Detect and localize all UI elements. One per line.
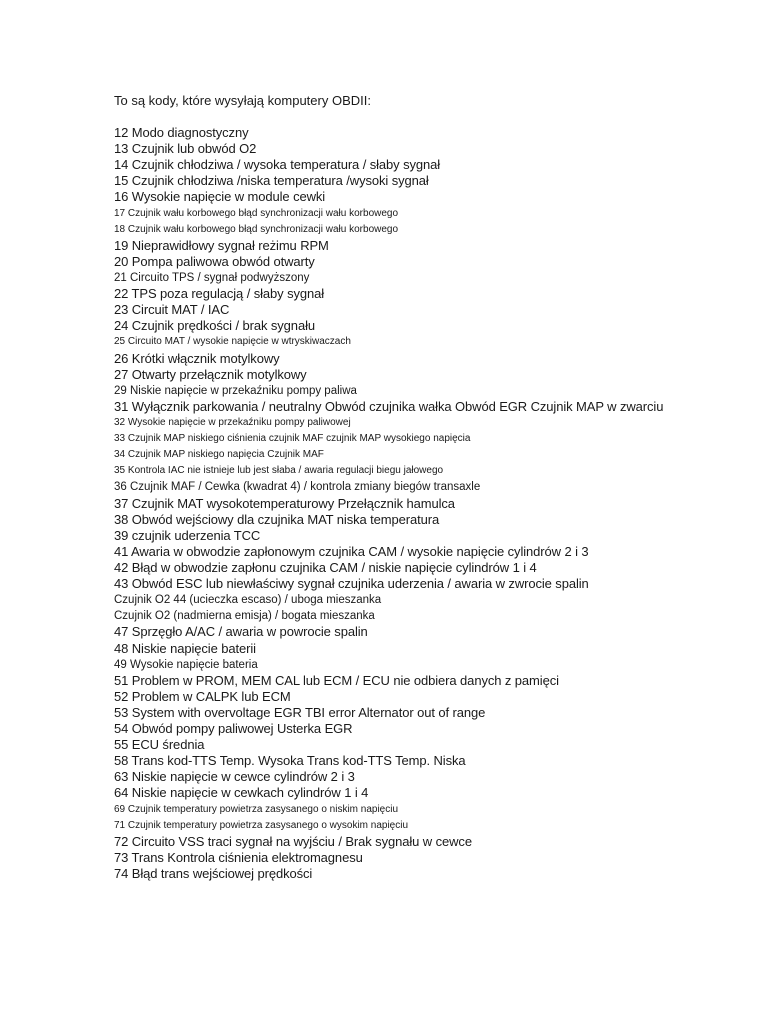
code-line: 17 Czujnik wału korbowego błąd synchronizacji wału korbowego <box>114 207 399 219</box>
code-line: 36 Czujnik MAF / Cewka (kwadrat 4) / kontrola zmiany biegów transaxle <box>114 481 481 494</box>
code-line: 58 Trans kod-TTS Temp. Wysoka Trans kod-TTS Temp. Niska <box>114 753 466 769</box>
code-line: 73 Trans Kontrola ciśnienia elektromagnesu <box>114 849 363 865</box>
code-line: 55 ECU średnia <box>114 737 205 753</box>
code-line: 13 Czujnik lub obwód O2 <box>114 141 257 157</box>
code-line: 63 Niskie napięcie w cewce cylindrów 2 i 3 <box>114 769 355 785</box>
code-line: 51 Problem w PROM, MEM CAL lub ECM / ECU nie odbiera danych z pamięci <box>114 672 559 688</box>
code-line: 35 Kontrola IAC nie istnieje lub jest słaba / awaria regulacji biegu jałowego <box>114 465 444 477</box>
code-line: 33 Czujnik MAP niskiego ciśnienia czujnik MAF czujnik MAP wysokiego napięcia <box>114 433 471 445</box>
code-line: 41 Awaria w obwodzie zapłonowym czujnika CAM / wysokie napięcie cylindrów 2 i 3 <box>114 543 589 559</box>
code-line: 32 Wysokie napięcie w przekaźniku pompy paliwowej <box>114 416 351 428</box>
code-line: 26 Krótki włącznik motylkowy <box>114 350 280 366</box>
code-line: 53 System with overvoltage EGR TBI error Alternator out of range <box>114 704 486 720</box>
code-line: 37 Czujnik MAT wysokotemperaturowy Przełącznik hamulca <box>114 495 455 511</box>
code-line: 12 Modo diagnostyczny <box>114 125 249 140</box>
code-line: 24 Czujnik prędkości / brak sygnału <box>114 318 315 334</box>
code-line: 74 Błąd trans wejściowej prędkości <box>114 866 313 882</box>
code-line: 15 Czujnik chłodziwa /niska temperatura /wysoki sygnał <box>114 173 429 189</box>
code-list <box>114 125 663 882</box>
code-line: 38 Obwód wejściowy dla czujnika MAT niska temperatura <box>114 511 440 527</box>
code-line: 22 TPS poza regulacją / słaby sygnał <box>114 286 325 302</box>
code-line: 27 Otwarty przełącznik motylkowy <box>114 366 307 382</box>
code-line: 25 Circuito MAT / wysokie napięcie w wtryskiwaczach <box>114 336 351 348</box>
code-line: 23 Circuit MAT / IAC <box>114 302 230 318</box>
code-line: 14 Czujnik chłodziwa / wysoka temperatura / słaby sygnał <box>114 157 441 173</box>
code-line: 49 Wysokie napięcie bateria <box>114 658 258 671</box>
code-line: 42 Błąd w obwodzie zapłonu czujnika CAM / niskie napięcie cylindrów 1 i 4 <box>114 559 537 575</box>
code-line: 21 Circuito TPS / sygnał podwyższony <box>114 271 310 284</box>
code-line: 54 Obwód pompy paliwowej Usterka EGR <box>114 721 353 737</box>
code-line: 34 Czujnik MAP niskiego napięcia Czujnik MAF <box>114 449 324 461</box>
code-line: 69 Czujnik temperatury powietrza zasysanego o niskim napięciu <box>114 803 399 815</box>
code-line: 48 Niskie napięcie baterii <box>114 640 256 656</box>
code-line: 71 Czujnik temperatury powietrza zasysanego o wysokim napięciu <box>114 819 409 831</box>
code-line: 18 Czujnik wału korbowego błąd synchronizacji wału korbowego <box>114 223 399 235</box>
code-line: 39 czujnik uderzenia TCC <box>114 527 261 543</box>
code-line: 47 Sprzęgło A/AC / awaria w powrocie spalin <box>114 624 368 640</box>
intro-text: To są kody, które wysyłają komputery OBDII: <box>114 93 371 108</box>
code-line: 72 Circuito VSS traci sygnał na wyjściu / Brak sygnału w cewce <box>114 833 472 849</box>
code-line: 64 Niskie napięcie w cewkach cylindrów 1 i 4 <box>114 785 369 801</box>
code-line: 19 Nieprawidłowy sygnał reżimu RPM <box>114 237 329 253</box>
code-line: Czujnik O2 44 (ucieczka escaso) / uboga mieszanka <box>114 594 382 607</box>
code-line: 52 Problem w CALPK lub ECM <box>114 688 291 704</box>
code-line: 16 Wysokie napięcie w module cewki <box>114 189 326 205</box>
code-line: Czujnik O2 (nadmierna emisja) / bogata mieszanka <box>114 610 375 623</box>
code-line: 43 Obwód ESC lub niewłaściwy sygnał czujnika uderzenia / awaria w zwrocie spalin <box>114 576 589 592</box>
code-line: 29 Niskie napięcie w przekaźniku pompy paliwa <box>114 384 357 397</box>
code-line: 31 Wyłącznik parkowania / neutralny Obwód czujnika wałka Obwód EGR Czujnik MAP w zwarciu <box>114 398 664 414</box>
code-line: 20 Pompa paliwowa obwód otwarty <box>114 253 315 269</box>
